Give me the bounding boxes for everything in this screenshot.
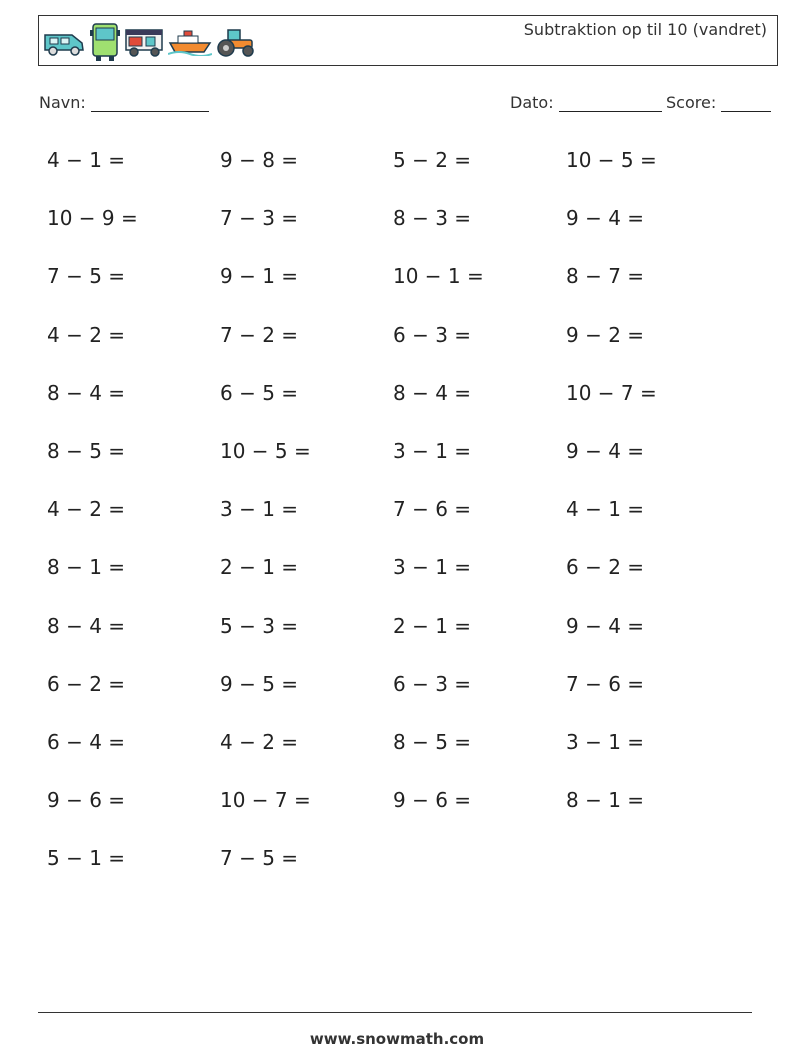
problem-item: 10 − 9 = bbox=[47, 206, 138, 231]
problem-item: 6 − 2 = bbox=[566, 555, 645, 580]
camper-icon bbox=[124, 26, 166, 58]
problem-item: 8 − 1 = bbox=[566, 788, 645, 813]
problem-item: 6 − 4 = bbox=[47, 730, 126, 754]
date-label: Dato: bbox=[510, 93, 554, 112]
problem-item: 9 − 8 = bbox=[220, 148, 299, 172]
problem-item: 9 − 4 = bbox=[566, 613, 645, 638]
problem-item: 8 − 4 = bbox=[393, 380, 472, 405]
name-label: Navn: bbox=[39, 93, 86, 112]
problem-item: 7 − 2 = bbox=[220, 322, 299, 347]
problem-item: 9 − 4 = bbox=[566, 439, 645, 463]
problem-item: 2 − 1 = bbox=[393, 613, 472, 638]
problem-item: 5 − 1 = bbox=[47, 846, 126, 871]
problem-item: 8 − 7 = bbox=[566, 264, 645, 289]
problem-item: 9 − 6 = bbox=[393, 788, 472, 813]
date-field bbox=[510, 93, 662, 112]
problem-item: 6 − 5 = bbox=[220, 380, 299, 405]
worksheet-title: Subtraktion op til 10 (vandret) bbox=[523, 20, 767, 39]
problem-item: 9 − 1 = bbox=[220, 264, 299, 289]
score-label: Score: bbox=[666, 93, 717, 112]
problem-item: 6 − 2 = bbox=[47, 671, 126, 696]
name-blank[interactable] bbox=[91, 93, 209, 112]
problem-item: 3 − 1 = bbox=[393, 555, 472, 580]
problem-item: 4 − 2 = bbox=[220, 730, 299, 754]
problem-item: 5 − 3 = bbox=[220, 613, 299, 638]
name-field bbox=[39, 93, 209, 112]
problem-item: 8 − 5 = bbox=[393, 730, 472, 754]
problem-item: 7 − 5 = bbox=[220, 846, 299, 871]
problem-item: 3 − 1 = bbox=[566, 730, 645, 754]
problem-item: 7 − 5 = bbox=[47, 264, 126, 289]
problem-item: 7 − 3 = bbox=[220, 206, 299, 231]
problem-item: 10 − 5 = bbox=[220, 439, 311, 463]
problem-item: 8 − 4 = bbox=[47, 380, 126, 405]
problem-item: 10 − 7 = bbox=[566, 380, 657, 405]
bus-icon bbox=[88, 22, 122, 62]
vehicle-icons bbox=[42, 22, 256, 62]
tractor-icon bbox=[214, 26, 256, 58]
footer-divider bbox=[38, 1012, 752, 1013]
score-field bbox=[666, 93, 771, 112]
problem-item: 6 − 3 = bbox=[393, 322, 472, 347]
problem-item: 2 − 1 = bbox=[220, 555, 299, 580]
problem-item: 8 − 4 = bbox=[47, 613, 126, 638]
footer-url: www.snowmath.com bbox=[309, 1030, 485, 1048]
problem-item: 3 − 1 = bbox=[393, 439, 472, 463]
problem-item: 5 − 2 = bbox=[393, 148, 472, 172]
problem-item: 6 − 3 = bbox=[393, 671, 472, 696]
date-blank[interactable] bbox=[559, 93, 662, 112]
score-blank[interactable] bbox=[721, 93, 771, 112]
problem-item: 4 − 1 = bbox=[566, 497, 645, 522]
problem-item: 8 − 5 = bbox=[47, 439, 126, 463]
problem-item: 10 − 5 = bbox=[566, 148, 657, 172]
problem-item: 9 − 6 = bbox=[47, 788, 126, 813]
problem-item: 4 − 2 = bbox=[47, 322, 126, 347]
problem-item: 10 − 1 = bbox=[393, 264, 484, 289]
problem-item: 3 − 1 = bbox=[220, 497, 299, 522]
problem-item: 8 − 1 = bbox=[47, 555, 126, 580]
problem-item: 10 − 7 = bbox=[220, 788, 311, 813]
problem-item: 7 − 6 = bbox=[566, 671, 645, 696]
worksheet-header bbox=[38, 15, 778, 66]
problem-item: 7 − 6 = bbox=[393, 497, 472, 522]
van-icon bbox=[42, 27, 86, 57]
problem-item: 4 − 2 = bbox=[47, 497, 126, 522]
problem-item: 9 − 5 = bbox=[220, 671, 299, 696]
problem-item: 9 − 2 = bbox=[566, 322, 645, 347]
problem-item: 9 − 4 = bbox=[566, 206, 645, 231]
problem-item: 4 − 1 = bbox=[47, 148, 126, 172]
boat-icon bbox=[168, 28, 212, 56]
problem-item: 8 − 3 = bbox=[393, 206, 472, 231]
